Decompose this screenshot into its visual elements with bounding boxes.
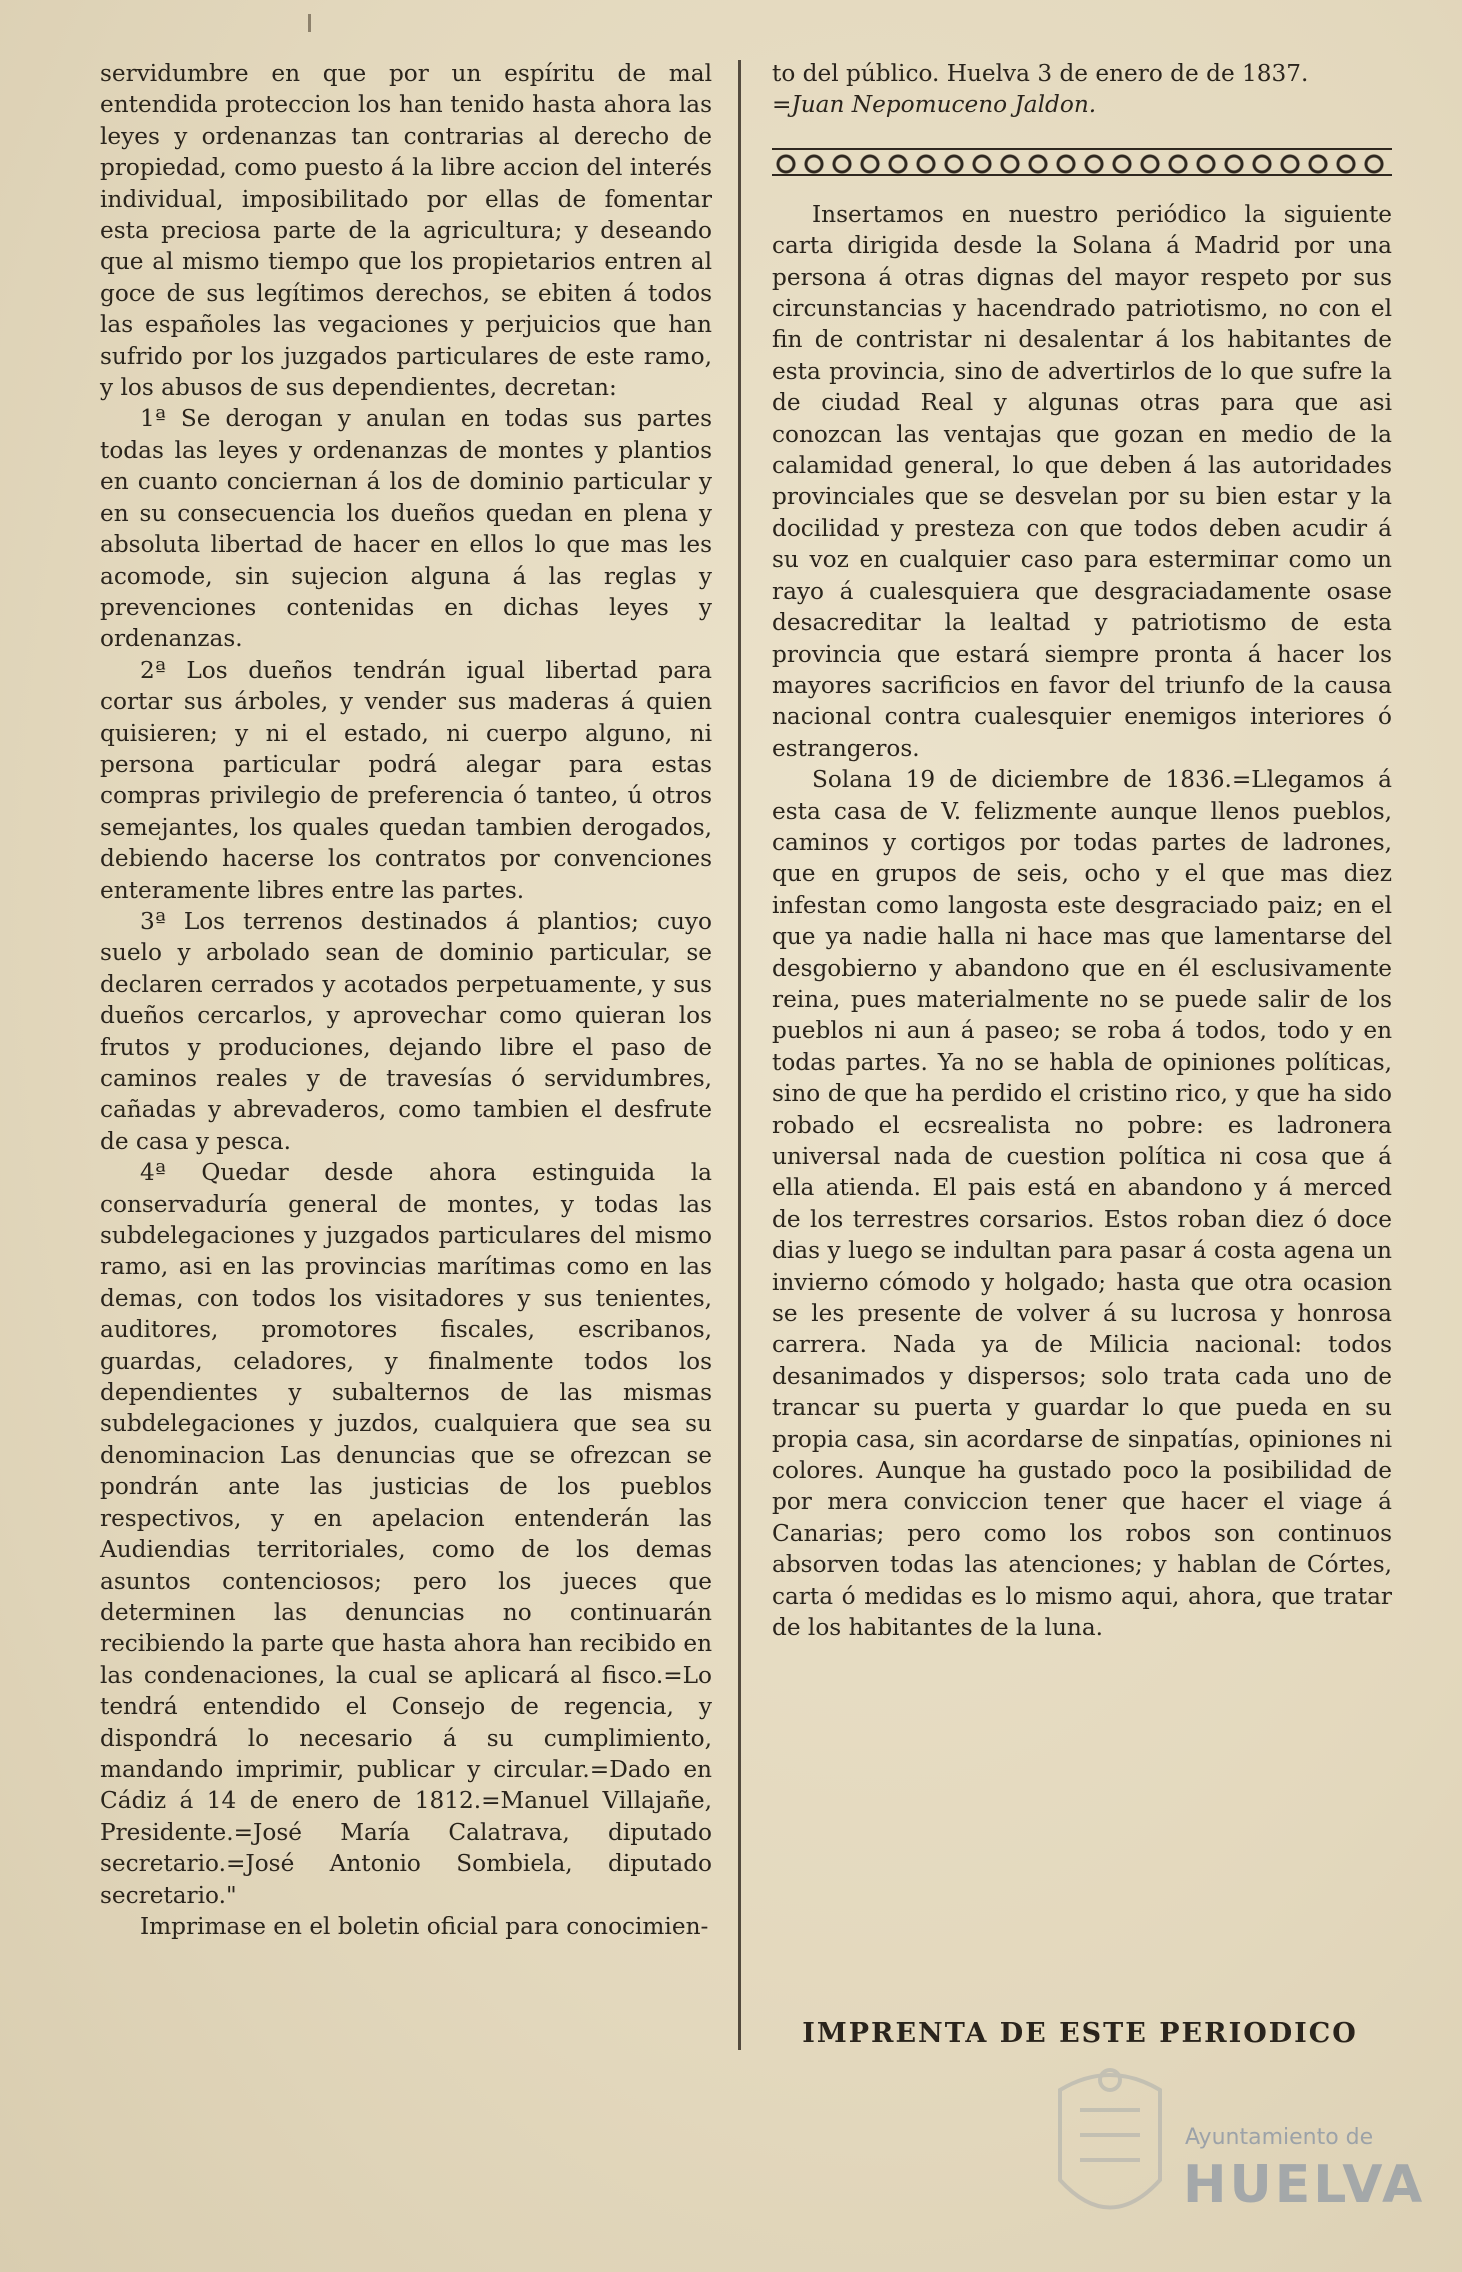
column-divider bbox=[738, 60, 741, 2050]
ornament-pattern-icon bbox=[772, 148, 1392, 176]
left-column bbox=[100, 58, 712, 1942]
decree-article-1: 1ª Se derogan y anulan en todas sus partes todas las leyes y ordenanzas de montes y plantios en cuanto conciernan á los de dominio particular y en su consecuencia los dueños quedan en plena y absoluta libertad de hacer en ellos lo que mas les acomode, sin sujecion alguna á las reglas y prevenciones contenidas en dichas leyes y ordenanzas. bbox=[100, 405, 712, 653]
decree-preamble: servidumbre en que por un espíritu de mal entendida proteccion los han tenido hasta ahora las leyes y ordenanzas tan contrarias al derecho de propiedad, como puesto á la libre accion del interés individual, imposibilitado por ellas de fomentar esta preciosa parte de la agricultura; y deseando que al mismo tiempo que los propietarios entren al goce de sus legítimos derechos, se ebiten á todos las españoles las vegaciones y perjuicios que han sufrido por los juzgados particulares de este ramo, y los abusos de sus dependientes, decretan: bbox=[100, 60, 712, 402]
letter-body: Solana 19 de diciembre de 1836.=Llegamos á esta casa de V. felizmente aunque llenos pueblos, caminos y cortigos por todas partes de ladrones, que en grupos de seis, ocho y el que mas diez infestan como langosta este desgraciado paiz; en el que ya nadie halla ni hace mas que lamentarse del desgobierno y abandono que en él esclusivamente reina, pues materialmente no se puede salir de los pueblos ni aun á paseo; se roba á todos, todo y en todas partes. Ya no se habla de opiniones políticas, sino de que ha perdido el cristino rico, y que ha sido robado el ecsrealista no pobre: es ladronera universal nada de cuestion política ni cosa que á ella atienda. El pais está en abandono y á merced de los terrestres corsarios. Estos roban diez ó doce dias y luego se indultan para pasar á costa agena un invierno cómodo y holgado; hasta que otra ocasion se les presente de volver á su lucrosa y honrosa carrera. Nada ya de Milicia nacional: todos desanimados y dispersos; solo trata cada uno de trancar su puerta y guardar lo que pueda en su propia casa, sin acordarse de sinpatías, opiniones ni colores. Aunque ha gustado poco la posibilidad de por mera conviccion tener que hacer el viage á Canarias; pero como los robos son continuos absorven todas las atenciones; y hablan de Córtes, carta ó medidas es lo mismo aqui, ahora, que tratar de los habitantes de la luna. bbox=[772, 766, 1392, 1642]
ink-mark bbox=[308, 14, 311, 32]
imprint-line: IMPRENTA DE ESTE PERIODICO bbox=[802, 2018, 1358, 2049]
decree-article-2: 2ª Los dueños tendrán igual libertad para cortar sus árboles, y vender sus maderas á quien quisieren; y ni el estado, ni cuerpo alguno, ni persona particular podrá alegar para estas compras privilegio de preferencia ó tanteo, ú otros semejantes, los quales quedan tambien derogados, debiendo hacerse los contratos por convenciones enteramente libres entre las partes. bbox=[100, 656, 712, 904]
watermark-line-2: HUELVA bbox=[1183, 2155, 1426, 2215]
ornamental-divider bbox=[772, 147, 1392, 177]
decree-article-4: 4ª Quedar desde ahora estinguida la conservaduría general de montes, y todas las subdelegaciones y juzgados particulares del mismo ramo, asi en las provincias marítimas como en las demas, con todos los visitadores y sus tenientes, auditores, promotores fiscales, escribanos, guardas, celadores, y finalmente todos los dependientes y subalternos de las mismas subdelegaciones y juzdos, cualquiera que sea su denominacion Las denuncias que se ofrezcan se pondrán ante las justicias de los pueblos respectivos, y en apelacion entenderán las Audiendias territoriales, como de los demas asuntos contenciosos; pero los jueces que determinen las denuncias no continuarán recibiendo la parte que hasta ahora han recibido en las condenaciones, la cual se aplicará al fisco.=Lo tendrá entendido el Consejo de regencia, y dispondrá lo necesario á su cumplimiento, mandando imprimir, publicar y circular.=Dado en Cádiz á 14 de enero de 1812.=Manuel Villajañe, Presidente.=José María Calatrava, diputado secretario.=José Antonio Sombiela, diputado secretario." bbox=[100, 1159, 712, 1909]
right-column bbox=[772, 58, 1392, 1644]
decree-article-3: 3ª Los terrenos destinados á plantios; cuyo suelo y arbolado sean de dominio particular, se declaren cerrados y acotados perpetuamente, y sus dueños cercarlos, y aprovechar como quieran los frutos y produciones, dejando libre el paso de caminos reales y de travesías ó servidumbres, cañadas y abrevaderos, como tambien el desfrute de casa y pesca. bbox=[100, 907, 712, 1155]
dateline: to del público. Huelva 3 de enero de de 1837. bbox=[772, 60, 1309, 87]
editorial-intro: Insertamos en nuestro periódico la siguiente carta dirigida desde la Solana á Madrid por una persona á otras dignas del mayor respeto por sus circunstancias y hacendrado patriotismo, no con el fin de contristar ni desalentar á los habitantes de esta provincia, sino de advertirlos de lo que sufre la de ciudad Real y algunas otras para que asi conozcan las ventajas que gozan en medio de la calamidad general, lo que deben á las autoridades provinciales que se desvelan por su bien estar y la docilidad y presteza con que todos deben acudir á su voz en cualquier caso para estermiпar como un rayo á cualesquiera que desgraciadamente osase desacreditar la lealtad y patriotismo de esta provincia que estará siempre pronta á hacer los mayores sacrificios en favor del triunfo de la causa nacional contra cualesquier enemigos interiores ó estrangeros. bbox=[772, 200, 1392, 762]
signature: =Juan Nepomuceno Jaldon. bbox=[772, 91, 1097, 119]
publication-order: Imprimase en el boletin oficial para conocimien- bbox=[140, 1912, 709, 1940]
watermark-line-1: Ayuntamiento de bbox=[1185, 2125, 1374, 2150]
